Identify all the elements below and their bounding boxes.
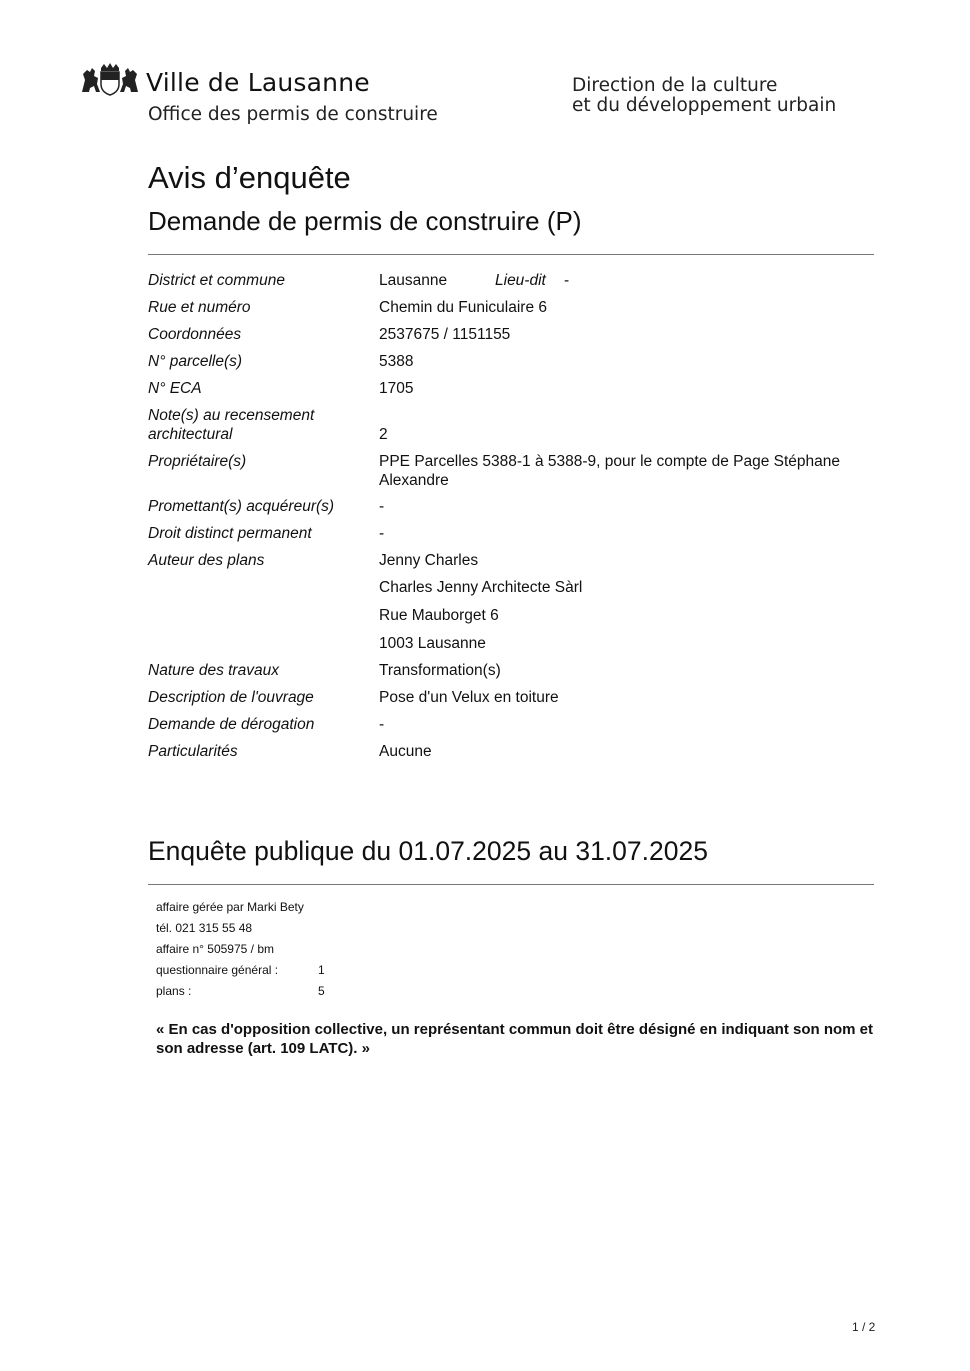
label-district: District et commune [148,272,285,289]
value-eca: 1705 [379,380,414,397]
label-rue: Rue et numéro [148,299,251,316]
label-proprietaire: Propriétaire(s) [148,453,247,470]
opposition-notice: « En cas d'opposition collective, un représentant commun doit être désigné en indiquant son nom et son adresse (art. 109 LATC). » [156,1021,874,1057]
label-eca: N° ECA [148,380,202,397]
info-affaire: affaire n° 505975 / bm [156,942,274,956]
label-lieu-dit: Lieu-dit [495,272,546,289]
value-auteur-line-1: Jenny Charles [379,552,479,569]
value-coordonnees: 2537675 / 1151155 [379,326,511,343]
value-lieu-dit: - [564,272,570,289]
label-droit-distinct: Droit distinct permanent [148,525,312,542]
page-subtitle: Demande de permis de construire (P) [148,206,582,236]
value-nature: Transformation(s) [379,662,501,679]
label-auteur: Auteur des plans [148,552,265,569]
info-questionnaire-value: 1 [318,963,325,977]
info-tel: tél. 021 315 55 48 [156,921,253,935]
label-recensement-line-2: architectural [148,426,233,443]
info-plans-label: plans : [156,984,192,998]
value-description: Pose d'un Velux en toiture [379,689,559,706]
label-particularites: Particularités [148,743,238,760]
direction-line-1: Direction de la culture [572,75,778,96]
value-droit-distinct: - [379,525,385,542]
page-number: 1 / 2 [852,1320,876,1334]
value-recensement: 2 [379,426,388,443]
city-name: Ville de Lausanne [146,68,370,97]
value-promettant: - [379,498,385,515]
divider [148,254,874,255]
value-auteur-line-4: 1003 Lausanne [379,635,486,652]
label-recensement [148,406,314,444]
label-parcelle: N° parcelle(s) [148,353,243,370]
info-questionnaire-label: questionnaire général : [156,963,279,977]
label-nature: Nature des travaux [148,662,279,679]
enquete-period-heading: Enquête publique du 01.07.2025 au 31.07.2025 [148,836,708,866]
value-parcelle: 5388 [379,353,414,370]
label-coordonnees: Coordonnées [148,326,242,343]
value-district: Lausanne [379,272,448,289]
value-auteur-line-3: Rue Mauborget 6 [379,607,499,624]
direction-name [572,76,836,116]
page-title: Avis d’enquête [148,160,351,195]
label-recensement-line-1: Note(s) au recensement [148,407,315,424]
value-rue: Chemin du Funiculaire 6 [379,299,548,316]
lausanne-coat-of-arms-logo [80,62,140,96]
value-derogation: - [379,716,385,733]
info-geree: affaire gérée par Marki Bety [156,900,304,914]
direction-line-2: et du développement urbain [572,95,837,116]
divider [148,884,874,885]
value-particularites: Aucune [379,743,432,760]
label-description: Description de l'ouvrage [148,689,314,706]
label-promettant: Promettant(s) acquéreur(s) [148,498,335,515]
label-derogation: Demande de dérogation [148,716,315,733]
info-plans-value: 5 [318,984,325,998]
office-name: Office des permis de construire [148,104,438,125]
value-auteur-line-2: Charles Jenny Architecte Sàrl [379,579,583,596]
value-proprietaire: PPE Parcelles 5388-1 à 5388-9, pour le compte de Page Stéphane Alexandre [379,453,841,489]
